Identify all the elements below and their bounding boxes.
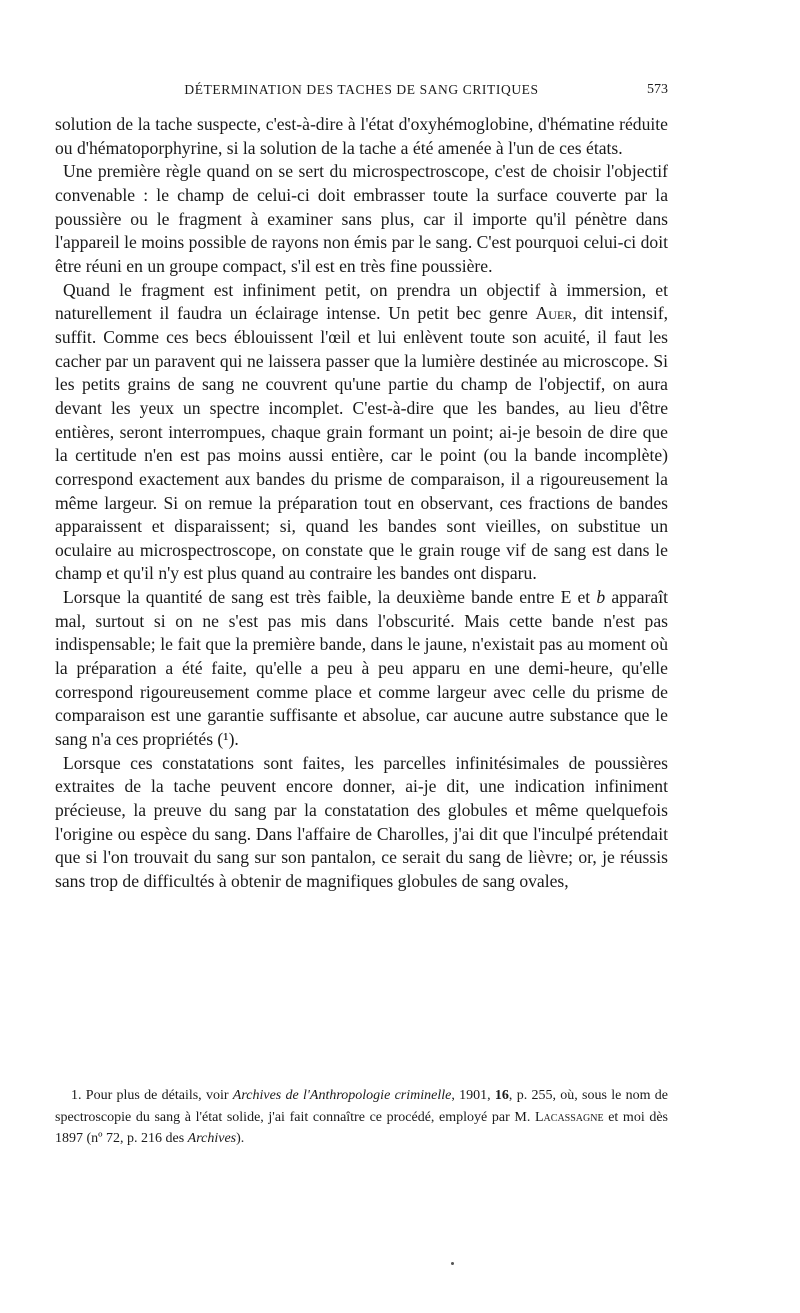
paragraph-1: solution de la tache suspecte, c'est-à-dire à l'état d'oxyhémoglobine, d'hématine réduite ou d'hématoporphyrine, si la solution de la tache a été amenée à l'un de ces états. [55,114,668,158]
footnote-archives: Archives [187,1131,237,1146]
body-text [55,113,668,894]
paragraph-3 [55,279,668,587]
footnote-text-b: , 1901, [451,1088,495,1103]
paragraph-4-text-a: Lorsque la quantité de sang est très faible, la deuxième bande entre E et [63,587,597,608]
paragraph-3-text-b: , dit intensif, suffit. Comme ces becs éblouissent l'œil et lui enlèvent toute son acuité, il faut les cacher par un paravent qui ne laissera passer que la lumière destinée au microscope. Si les petits grains de sang ne couvrent qu'une partie du champ de l'objectif, on aura devant les yeux un spectre incomplet. C'est-à-dire que les bandes, au lieu d'être entières, seront interrompues, chaque grain formant un point; ai-je besoin de dire que la certitude n'en est pas moins aussi entière, car le point (ou la bande incomplète) correspond exactement aux bandes du prisme de comparaison, il a rigoureusement la même largeur. Si on remue la préparation tout en observant, ces fractions de bandes apparaissent et disparaissent; si, quand les bandes sont vieilles, on substitue un oculaire au microspectroscope, on constate que le grain rouge vif de sang est dans le champ et qu'il n'y est plus quand au contraire les bandes ont disparu. [55,303,668,584]
paragraph-2: Une première règle quand on se sert du microspectroscope, c'est de choisir l'objectif convenable : le champ de celui-ci doit embrasser toute la surface couverte par la poussière ou le fragment à examiner sans plus, car il importe qu'il pénètre dans l'appareil le moins possible de rayons non émis par le sang. C'est pourquoi celui-ci doit être réuni en un groupe compact, s'il est en très fine poussière. [55,161,668,276]
footnote-text-c: , p. 255, où, sous le nom de spectroscopie du sang à l'état solide, j'ai fait connaître ce procédé, employé par M. [55,1088,668,1125]
page-number: 573 [647,82,668,97]
footnotes [55,1085,668,1150]
footnote-lacassagne: Lacassagne [535,1109,604,1125]
running-title: DÉTERMINATION DES TACHES DE SANG CRITIQUES [184,82,539,97]
footnote-text-a: 1. Pour plus de détails, voir [71,1088,233,1103]
paragraph-3-text-a: Quand le fragment est infiniment petit, on prendra un objectif à immersion, et naturellement il faudra un éclairage intense. Un petit bec genre [55,279,668,324]
auer-name: Auer [535,303,573,324]
paragraph-5: Lorsque ces constatations sont faites, les parcelles infinitésimales de poussières extraites de la tache peuvent encore donner, ai-je dit, une indication infiniment précieuse, la preuve du sang par la constatation des globules et même quelquefois l'origine ou espèce du sang. Dans l'affaire de Charolles, j'ai dit que l'inculpé prétendait que si l'on trouvait du sang sur son pantalon, ce serait du sang de lièvre; or, je réussis sans trop de difficultés à obtenir de magnifiques globules de sang ovales, [55,752,668,891]
running-header [55,79,668,101]
footnote-text-e: ). [236,1131,245,1146]
footnote-1 [55,1085,668,1150]
band-letter-b: b [596,587,606,608]
footnote-volume: 16 [494,1088,509,1103]
ink-speck [451,1262,454,1265]
footnote-journal: Archives de l'Anthropologie criminelle [232,1088,452,1103]
paragraph-4-text-b: apparaît mal, surtout si on ne s'est pas mis dans l'obscurité. Mais cette bande n'est pas indispensable; le fait que la première bande, dans le jaune, n'existait pas au moment où la préparation a été faite, qu'elle a peu à peu apparu en une demi-heure, qu'elle correspond rigoureusement comme place et comme largeur avec celle du prisme de comparaison est une garantie suffisante et absolue, car aucune autre substance que le sang n'a ces propriétés (¹). [55,587,668,750]
footnote-text-d: et moi dès 1897 (nº 72, p. 216 des [55,1109,669,1146]
paragraph-4 [55,586,668,752]
